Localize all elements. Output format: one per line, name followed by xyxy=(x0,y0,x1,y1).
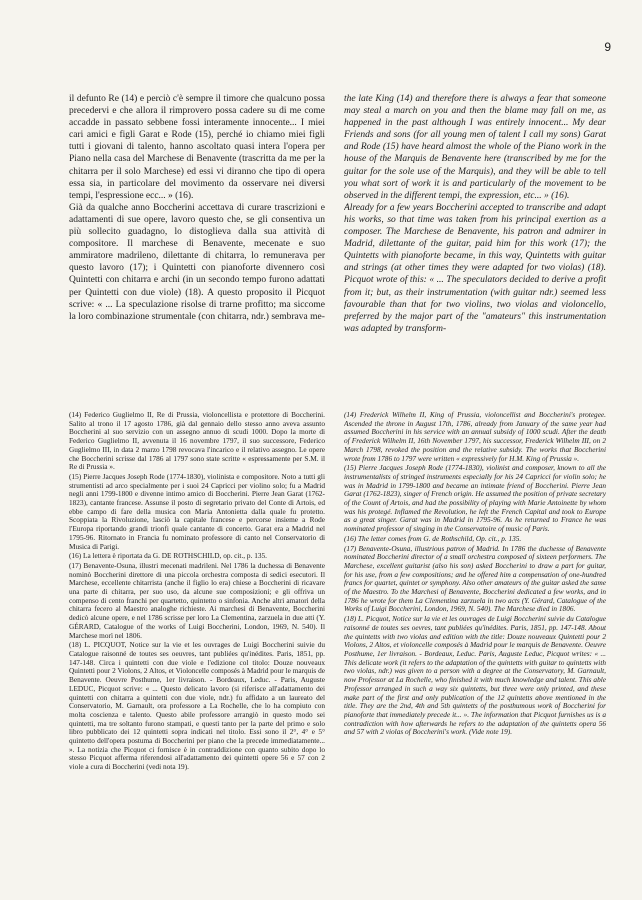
italian-main-text xyxy=(69,93,325,368)
italian-paragraph: il defunto Re (14) e perciò c'è sempre il timore che qualcuno possa precedervi e che allora il rimprovero possa cadere su di me come accadde in passato sebbene fossi interamente innocente... I miei cari amici e figli Garat e Rode (15), perché io chiamo miei figli tutti i giovani di talento, hanno ascoltato quasi intera l'opera per Piano nella casa del Marchese di Benavente (trascritta da me per la chitarra per il solo Marchese) ed essi vi diranno che tipo di opera essa sia, in particolare del movimento da osservare nei diversi tempi, l'espressione ecc... » (16). xyxy=(69,94,325,201)
italian-paragraph: Già da qualche anno Boccherini accettava di curare trascrizioni e adattamenti di sue opere, lavoro questo che, se gli consentiva un più sollecito guadagno, lo distoglieva dalla sua attività di compositore. Il marchese di Benavente, mecenate e suo ammiratore madrileno, dilettante di chitarra, lo remunerava per questo lavoro (17); i Quintetti con pianoforte divennero così Quintetti con chitarra e archi (in un secondo tempo furono adattati per Quintetti con due viole) (18). A questo proposito il Picquot scrive: « ... La speculazione risolse di trarne profitto; ma siccome la loro combinazione strumentale (con chitarra, ndr.) sembrava me- xyxy=(69,202,325,322)
english-main-text xyxy=(344,93,606,368)
page-number: 9 xyxy=(604,40,611,54)
footnote-17-en: (17) Benavente-Osuna, illustrious patron of Madrid. In 1786 the duchesse of Benavente nominated Boccherini director of a small orchestra composed of sixteen performers. The Marchese, excellent guitarist (also his son) asked Boccherini to draw a part for guitar, for his use, from a few compositions; and he offered him a compensation of one-hundred francs for quartet, quintet or symphony. Also other amateurs of the guitar asked the same of the Maestro. To the Marchesi of Benavente, Boccherini dedicated a few works, and in 1786 he wrote for them La Clementina zarzuela in two acts (Y. Gérard, Catalogue of the Works of Luigi Boccherini, London, 1969, N. 540). The Marchese died in 1806. xyxy=(344,543,606,614)
english-footnotes xyxy=(344,411,606,886)
italian-footnotes xyxy=(69,411,325,886)
english-paragraph: the late King (14) and therefore there is always a fear that someone may steal a march on you and then the blame may fall on me, as happened in the past although I was entirely innocent... My dear Friends and sons (for all young men of talent I call my sons) Garat and Rode (15) have heard almost the whole of the Piano work in the house of the Marquis de Benavente here (transcribed by me for the guitar for the sole use of the Marquis), and they will be able to tell you what sort of work it is and particularly of the movement to be observed in the different tempi, the expression, etc... » (16). xyxy=(344,94,606,201)
footnote-16-en: (16) The letter comes from G. de Rothschild, Op. cit., p. 135. xyxy=(344,533,522,543)
footnote-16-it: (16) La lettera è riportata da G. DE ROTHSCHILD, op. cit., p. 135. xyxy=(69,551,267,561)
footnote-14-it: (14) Federico Guglielmo II, Re di Prussia, violoncellista e protettore di Boccherini. Salito al trono il 17 agosto 1786, già dal gennaio dello stesso anno aveva assunto Boccherini al suo servizio con un assegno annuo di scudi 1000. Dopo la morte di Federico Guglielmo II, avvenuta il 16 novembre 1797, il suo successore, Federico Guglielmo III, in data 2 marzo 1798 revocava l'incarico e il relativo assegno. Le opere che Boccherini scrisse dal 1786 al 1797 sono state scritte « espressamente per S.M. il Re di Prussia ». xyxy=(69,411,325,472)
footnote-17-it: (17) Benavente-Osuna, illustri mecenati madrileni. Nel 1786 la duchessa di Benavente nominò Boccherini direttore di una piccola orchestra composta di sedici esecutori. Il Marchese, eccellente chitarrista (anche il figlio lo era) chiese a Boccherini di ricavare una parte di chitarra, per suo uso, da alcune sue composizioni; e gli offriva un compenso di cento franchi per quartetto, quintetto o sinfonia. Anche altri amatori della chitarra fecero al Maestro analoghe richieste. Ai marchesi di Benavente, Boccherini dedicò alcune opere, e nel 1786 scrisse per loro La Clementina, zarzuela in due atti (Y. GÉRARD, Catalogue of the works of Luigi Boccherini, London, 1969, N. 540). Il Marchese morì nel 1806. xyxy=(69,560,325,640)
footnote-15-en: (15) Pierre Jacques Joseph Rode (1774-1830), violinist and composer, known to all the instrumentalists of stringed instruments especially for his 24 Capricci for violin solo; he was in Madrid in 1799-1800 and became an intimate friend of Boccherini. Pierre Jean Garat (1762-1823), singer of French origin. He assumed the position of private secretary of the Count of Artois, and had the possibility of playing with Marie Antoinette by whom was his protegé. Inflamed the Revolution, he left the French Capital and took to Europe as a great singer. Garat was in Madrid in 1795-96. As he returned to France he was nominated professor of singing in the Conservatoire of music of Paris. xyxy=(344,463,606,534)
footnote-14-en: (14) Frederick Wilhelm II, King of Prussia, violoncellist and Boccherini's protegee. Ascended the throne in August 17th, 1786, already from January of the same year had assumed Boccherini in his service with an annual subsidy of 1000 scudi. After the death of Frederick Wilhelm II, 16th November 1797, his successor, Frederick Wilhelm III, on 2 March 1798, revoked the position and the relative subsidy. The works that Boccherini wrote from 1786 to 1797 were written « expressively for H.M. King of Prussia ». xyxy=(344,411,606,463)
footnote-18-it: (18) L. PICQUOT, Notice sur la vie et les ouvrages de Luigi Boccherini suivie du Catalogue raisonné de toutes ses oeuvres, tant publiées qu'inédites. Paris, 1851, pp. 147-148. Circa i quintetti con due viole e l'edizione col titolo: Douze nouveaux Quintetti pour 2 Violons, 2 Altos, et Violoncelle composés à Madrid pour le marquis de Benavente. Oeuvre Posthume, 1er livraison. - Bordeaux, Leduc. - Paris, Auguste LEDUC, Picquot scrive: « ... Questo delicato lavoro (si riferisce all'adattamento dei quintetti con chitarra a quintetti con due viole, ndr.) fu affidato a un laureato del Conservatorio, M. Garnault, ora professore a La Rochelle, che lo ha compiuto con molta coscienza e talento. Questo abile professore arrangiò in questo modo sei quintetti, ma tre soltanto furono stampati, e questi tanto per la parte del primo e solo libro pubblicato dei 12 quintetti sopra indicati nel titolo. Essi sono il 2°, 4° e 5° quintetto dell'opera postuma di Boccherini per piano che la precede immediatamente... ». La notizia che Picquot ci fornisce è in contraddizione con quanto subito dopo lo stesso Picquot afferma riferendosi all'adattamento dei quintetti opere 56 e 57 con 2 viole a cura di Boccherini (vedi nota 19). xyxy=(69,640,325,772)
footnote-18-en: (18) L. Picquot, Notice sur la vie et les ouvrages de Luigi Boccherini suivie du Catalogue raisonné de toutes ses oevres, tant publiées qu'inédites. Paris, 1851, pp. 147-148. About the quintetts with two violas and edition with the title: Douze nouveaux Quintetti pour 2 Violons, 2 Altos, et violoncelle composés à Madrid pour le marquis de Benavente. Oeuvre Posthume, 1er livraison. - Bordeaux, Leduc. Paris, Auguste Leduc, Picquot writes: « ... This delicate work (it refers to the adaptation of the quintetts with guitar to quintetts with two violas, ndr.) was given to a person with a degree at the Conservatory, M. Garnault, now Professor at La Rochelle, who finished it with much knowledge and talent. This able Professor arranged in such a way six quintetts, but three were only printed, and these make part of the first and only publication of the 12 quintetts above mentioned in the title. They are the 2nd, 4th and 5th quintetts of the posthumous work of Boccherini for pianoforte that immediately precede it... ». The information that Picquot furnishes us is a contradiction with how afterwards he refers to the adaptation of the quintetts opera 56 and 57 with 2 violas of Boccherini's work. (Vide note 19). xyxy=(344,614,606,737)
english-paragraph: Already for a few years Boccherini accepted to transcribe and adapt his works, so that time was taken from his principal exertion as a composer. The Marchese de Benavente, his patron and admirer in Madrid, dilettante of the guitar, paid him for this work (17); the Quintetts with pianoforte became, in this way, Quintetts with guitar and strings (at other times they were adapted for two violas) (18). Picquot wrote of this: « ... The speculators decided to derive a profit from it; but, as their instrumentation (with guitar ndr.) seemed less favourable than that for two violins, two violas and violoncello, preferred by the major part of the "amateurs" this instrumentation was adapted by transform- xyxy=(344,202,606,334)
footnote-15-it: (15) Pierre Jacques Joseph Rode (1774-1830), violinista e compositore. Noto a tutti gli strumentisti ad arco specialmente per i suoi 24 Capricci per violino solo; fu a Madrid negli anni 1799-1800 e divenne intimo amico di Boccherini. Pierre Jean Garat (1762-1823), cantante francese. Assunse il posto di segretario privato del Conte di Artois, ed ebbe campo di fare della musica con Maria Antonietta dalla quale fu protetto. Scoppiata la Rivoluzione, lasciò la capitale francese e percorse insieme a Rode l'Europa riportando grandi trionfi quale cantante di concerto. Garat era a Madrid nel 1795-96. Ritornato in Francia fu nominato professore di canto nel Conservatorio di Musica di Parigi. xyxy=(69,471,325,551)
